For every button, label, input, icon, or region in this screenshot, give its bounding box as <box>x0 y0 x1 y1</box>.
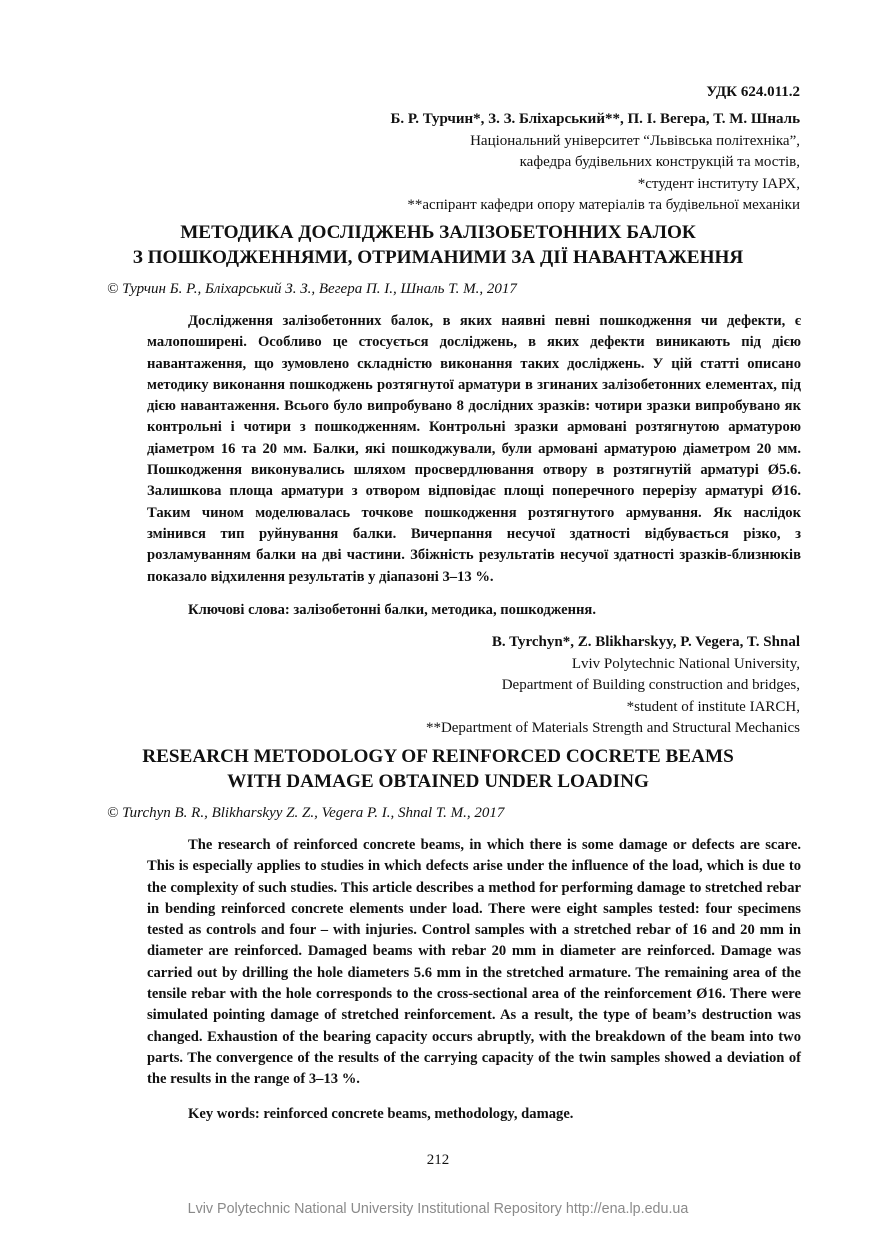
ua-keywords: Ключові слова: залізобетонні балки, методика, пошкодження. <box>188 602 596 618</box>
en-affiliation-line: **Department of Materials Strength and Structural Mechanics <box>425 720 800 736</box>
ua-authors: Б. Р. Турчин*, З. З. Бліхарський**, П. І. Вегера, Т. М. Шналь <box>390 111 800 127</box>
ua-title-line: МЕТОДИКА ДОСЛІДЖЕНЬ ЗАЛІЗОБЕТОННИХ БАЛОК <box>180 222 696 243</box>
repository-footer: Lviv Polytechnic National University Institutional Repository http://ena.lp.edu.ua <box>187 1201 689 1217</box>
ua-author-block <box>390 109 800 217</box>
en-affiliation-line: Lviv Polytechnic National University, <box>571 655 800 672</box>
en-title-line: WITH DAMAGE OBTAINED UNDER LOADING <box>227 771 649 792</box>
ua-affiliation-line: *студент інституту ІАРХ, <box>637 175 800 192</box>
en-affiliation-line: *student of institute IARCH, <box>626 698 800 715</box>
en-authors: B. Tyrchyn*, Z. Blikharskyy, P. Vegera, T. Shnal <box>491 634 800 650</box>
en-keywords: Key words: reinforced concrete beams, methodology, damage. <box>188 1106 574 1122</box>
ua-affiliation-line: кафедра будівельних конструкцій та мостів, <box>519 154 800 170</box>
ua-copyright: © Турчин Б. Р., Бліхарський З. З., Вегера П. І., Шналь Т. М., 2017 <box>107 281 517 297</box>
en-author-block <box>426 632 800 740</box>
ua-abstract: Дослідження залізобетонних балок, в яких наявні певні пошкодження чи дефекти, є малопоширені. Особливо це стосується досліджень, в яких дефекти виникають під дією навантаження, що зумовлено складністю виконання таких досліджень. У цій статті описано методику виконання пошкоджень розтягнутої арматури в згинаних залізобетонних елементах, під дією навантаження. Всього було випробувано 8 дослідних зразків: чотири зразки випробувано як контрольні і чотири з пошкодженням. Контрольні зразки армовані розтягнутою арматурою діаметром 16 та 20 мм. Балки, які пошкоджували, були армовані арматурою діаметром 20 мм. Пошкодження виконувались шляхом просвердлювання отвору в розтягнутій арматурі Ø5.6. Залишкова площа арматури з отвором відповідає площі поперечного перерізу арматурі Ø16. Таким чином моделювалась точкове пошкодження розтягнутого армування. Як наслідок змінився тип руйнування балки. Вичерпання несучої здатності відбувається різко, з розламуванням балки на дві частини. Збіжність результатів несучої здатності зразків-близнюків показало відхилення результатів у діапазоні 3–13 %. <box>147 313 801 585</box>
en-abstract: The research of reinforced concrete beams, in which there is some damage or defects are scare. This is especially applies to studies in which defects arise under the influence of the load, which is due to the complexity of such studies. This article describes a method for performing damage to stretched rebar in bending reinforced concrete elements under load. There were eight samples tested: four specimens tested as controls and four – with injuries. Control samples with a stretched rebar of 16 and 20 mm in diameter are reinforced. Damaged beams with rebar 20 mm in diameter are reinforced. Damage was carried out by drilling the hole diameters 5.6 mm in the stretched armature. The remaining area of the tensile rebar with the hole corresponds to the cross-sectional area of the reinforcement Ø16. There were simulated pointing damage of stretched reinforcement. As a result, the type of beam’s destruction was changed. Exhaustion of the bearing capacity occurs abruptly, with the breakdown of the beam into two parts. The convergence of the results of the carrying capacity of the twin samples showed a deviation of the results in the range of 3–13 %. <box>147 837 801 1088</box>
udc-code: УДК 624.011.2 <box>706 84 800 100</box>
ua-title <box>60 220 816 270</box>
en-copyright: © Turchyn B. R., Blikharskyy Z. Z., Vegera P. I., Shnal T. M., 2017 <box>107 805 505 821</box>
ua-affiliation-line: **аспірант кафедри опору матеріалів та будівельної механіки <box>407 197 800 213</box>
en-title <box>60 744 816 794</box>
ua-affiliation-line: Національний університет “Львівська політехніка”, <box>470 132 800 149</box>
en-affiliation-line: Department of Building construction and bridges, <box>501 677 800 693</box>
ua-title-line: З ПОШКОДЖЕННЯМИ, ОТРИМАНИМИ ЗА ДІЇ НАВАНТАЖЕННЯ <box>132 247 744 268</box>
page-number: 212 <box>426 1152 450 1168</box>
en-title-line: RESEARCH METODOLOGY OF REINFORCED COCRETE BEAMS <box>142 746 734 767</box>
